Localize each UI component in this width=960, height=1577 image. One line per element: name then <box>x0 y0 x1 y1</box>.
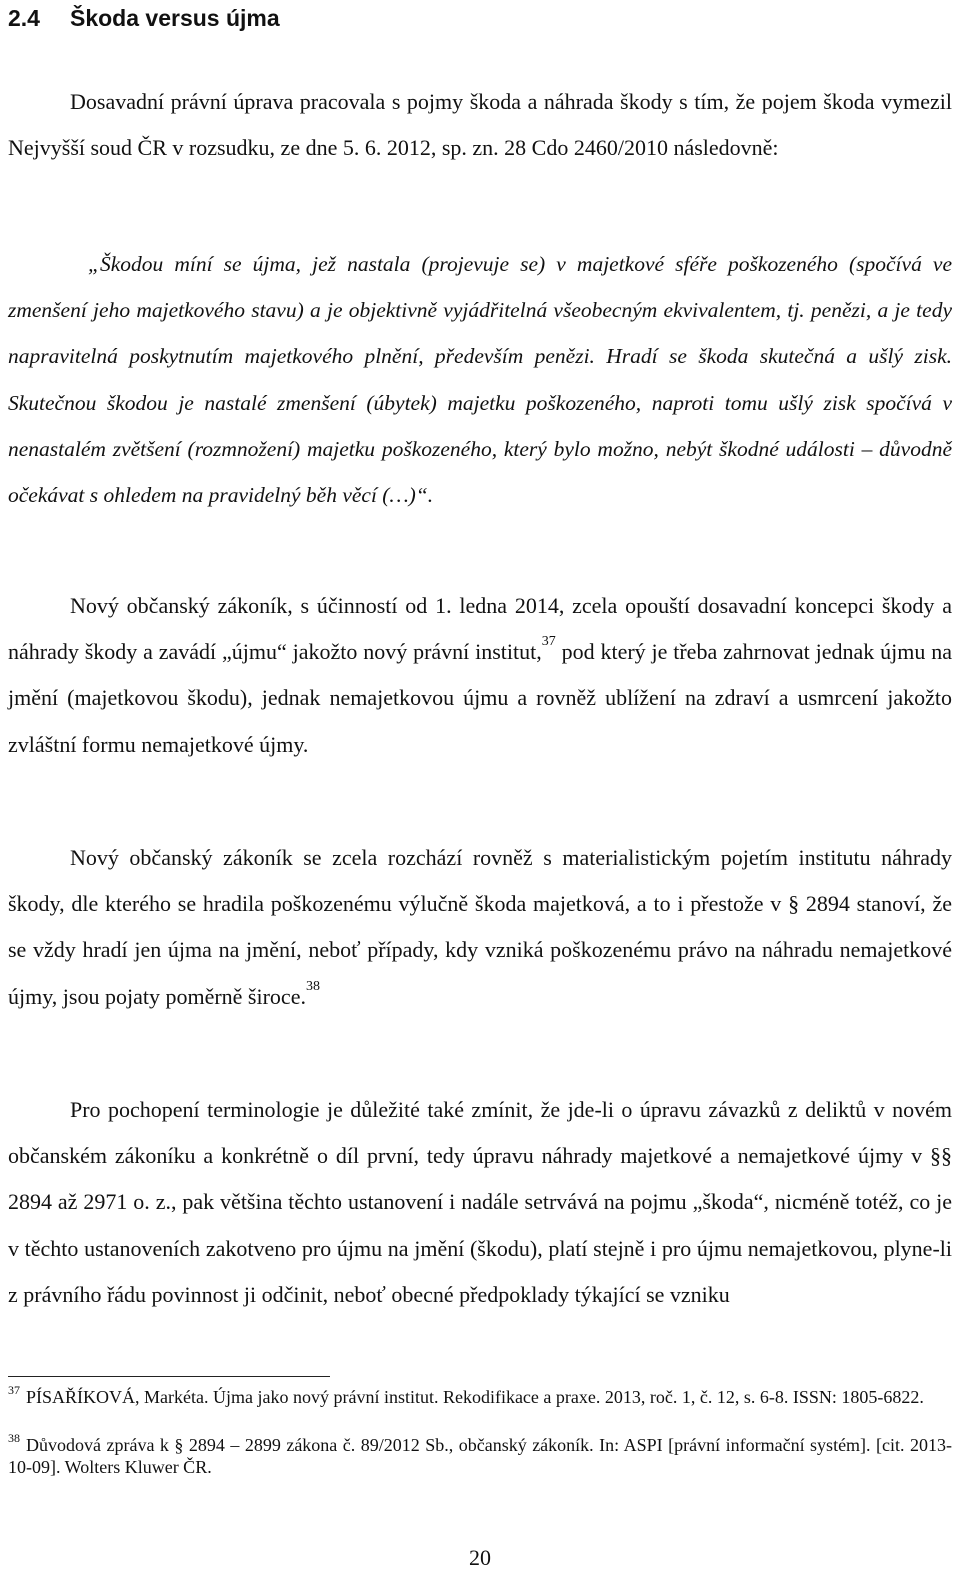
footnote-text: Důvodová zpráva k § 2894 – 2899 zákona č. 89/2012 Sb., občanský zákoník. In: ASPI [právní informační systém]. [cit. 2013-10-09]. Wolters Kluwer ČR. <box>8 1435 952 1477</box>
paragraph-materialist-text: Nový občanský zákoník se zcela rozchází rovněž s materialistickým pojetím institutu náhrady škody, dle kterého se hradila poškozenému výlučně škoda majetková, a to i přestože v § 2894 stanoví, že se vždy hradí jen újma na jmění, neboť případy, kdy vzniká poškozenému právo na náhradu nemajetkové újmy, jsou pojaty poměrně široce. <box>8 845 952 1009</box>
footnote-text: PÍSAŘÍKOVÁ, Markéta. Újma jako nový právní institut. Rekodifikace a praxe. 2013, roč. 1, č. 12, s. 6-8. ISSN: 1805-6822. <box>26 1387 924 1407</box>
footnote-ref-38[interactable]: 38 <box>305 978 320 994</box>
footnote-38 <box>8 1431 952 1478</box>
paragraph-intro-text: Dosavadní právní úprava pracovala s pojmy škoda a náhrada škody s tím, že pojem škoda vymezil Nejvyšší soud ČR v rozsudku, ze dne 5. 6. 2012, sp. zn. 28 Cdo 2460/2010 následovně: <box>8 89 952 161</box>
footnote-separator <box>8 1376 330 1377</box>
footnote-37 <box>8 1383 952 1408</box>
section-number: 2.4 <box>8 5 40 31</box>
paragraph-new-code-text-cont: pod který je třeba zahrnovat jednak újmu na jmění (majetkovou škodu), jednak nemajetkovou újmu a rovněž ublížení na zdraví a usmrcení jakožto zvláštní formu nemajetkové újmy. <box>8 639 952 757</box>
section-title: Škoda versus újma <box>70 5 280 31</box>
paragraph-new-code-text: Nový občanský zákoník, s účinností od 1. ledna 2014, zcela opouští dosavadní koncepci škody a náhrady škody a zavádí „újmu“ jakožto nový právní institut, <box>8 593 952 665</box>
paragraph-terminology-text: Pro pochopení terminologie je důležité také zmínit, že jde-li o úpravu závazků z deliktů v novém občanském zákoníku a konkrétně o díl první, tedy úpravu náhrady majetkové a nemajetkové újmy v §§ 2894 až 2971 o. z., pak většina těchto ustanovení i nadále setrvává na pojmu „škoda“, nicméně totéž, co je v těchto ustanoveních zakotveno pro újmu na jmění (škodu), platí stejně i pro újmu nemajetkovou, plyne-li z právního řádu povinnost ji odčinit, neboť obecné předpoklady týkající se vzniku <box>8 1097 952 1307</box>
paragraph-intro <box>8 79 952 171</box>
page-number: 20 <box>469 1545 491 1570</box>
footnote-number: 37 <box>8 1383 20 1397</box>
paragraph-materialist <box>8 835 952 1020</box>
footnote-number: 38 <box>8 1431 20 1445</box>
section-heading <box>8 2 280 34</box>
paragraph-terminology <box>8 1087 952 1318</box>
footnote-ref-37[interactable]: 37 <box>541 634 556 650</box>
paragraph-new-code <box>8 583 952 768</box>
court-quote-text: „Škodou míní se újma, jež nastala (projevuje se) v majetkové sféře poškozeného (spočívá ve zmenšení jeho majetkového stavu) a je objektivně vyjádřitelná všeobecným ekvivalentem, tj. penězi, a je tedy napravitelná poskytnutím majetkového plnění, především penězi. Hradí se škoda skutečná a ušlý zisk. Skutečnou škodou je nastalé zmenšení (úbytek) majetku poškozeného, naproti tomu ušlý zisk spočívá v nenastalém zvětšení (rozmnožení) majetku poškozeného, který bylo možno, nebýt škodné události – důvodně očekávat s ohledem na pravidelný běh věcí (…)“. <box>8 252 952 508</box>
court-quote <box>8 241 952 518</box>
